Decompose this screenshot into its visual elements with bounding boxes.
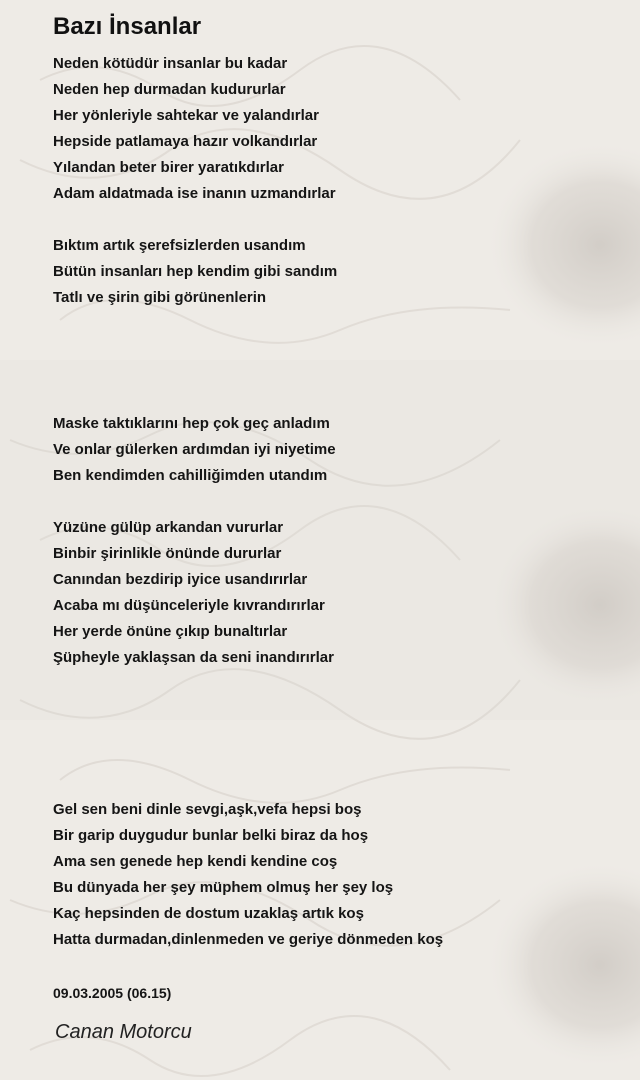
poem-line: Binbir şirinlikle önünde dururlar	[53, 545, 282, 562]
poem-line: Adam aldatmada ise inanın uzmandırlar	[53, 185, 336, 202]
poem-author: Canan Motorcu	[55, 1021, 192, 1043]
poem-line: Bir garip duygudur bunlar belki biraz da hoş	[53, 827, 369, 844]
poem-line: Her yönleriyle sahtekar ve yalandırlar	[53, 107, 319, 124]
poem-body	[53, 0, 613, 1080]
poem-line: Neden kötüdür insanlar bu kadar	[53, 55, 288, 72]
poem-title: Bazı İnsanlar	[53, 13, 202, 40]
poem-line: Neden hep durmadan kudururlar	[53, 81, 286, 98]
poem-line: Hepside patlamaya hazır volkandırlar	[53, 133, 318, 150]
poem-line: Her yerde önüne çıkıp bunaltırlar	[53, 623, 288, 640]
poem-line: Ben kendimden cahilliğimden utandım	[53, 467, 328, 484]
poem-line: Bıktım artık şerefsizlerden usandım	[53, 237, 306, 254]
poem-line: Acaba mı düşünceleriyle kıvrandırırlar	[53, 597, 325, 614]
poem-line: Yüzüne gülüp arkandan vururlar	[53, 519, 284, 536]
poem-line: Ama sen genede hep kendi kendine coş	[53, 853, 338, 870]
poem-date: 09.03.2005 (06.15)	[53, 985, 172, 1001]
poem-line: Gel sen beni dinle sevgi,aşk,vefa hepsi boş	[53, 801, 362, 818]
poem-line: Tatlı ve şirin gibi görünenlerin	[53, 289, 267, 306]
poem-line: Kaç hepsinden de dostum uzaklaş artık koş	[53, 905, 364, 922]
poem-line: Yılandan beter birer yaratıkdırlar	[53, 159, 284, 176]
poem-line: Maske taktıklarını hep çok geç anladım	[53, 415, 330, 432]
poem-line: Canından bezdirip iyice usandırırlar	[53, 571, 308, 588]
poem-line: Bu dünyada her şey müphem olmuş her şey loş	[53, 879, 394, 896]
poem-line: Ve onlar gülerken ardımdan iyi niyetime	[53, 441, 336, 458]
poem-line: Şüpheyle yaklaşsan da seni inandırırlar	[53, 649, 334, 666]
poem-line: Hatta durmadan,dinlenmeden ve geriye dönmeden koş	[53, 931, 444, 948]
poem-line: Bütün insanları hep kendim gibi sandım	[53, 263, 338, 280]
